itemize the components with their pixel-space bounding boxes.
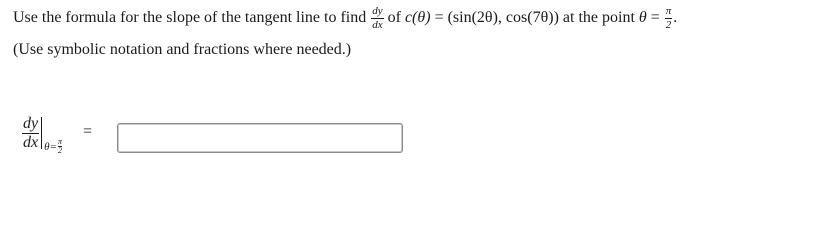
answer-derivative-fraction	[22, 116, 39, 151]
curve-name: c(θ)	[404, 9, 431, 26]
subscript-fraction	[58, 138, 62, 155]
derivative-denominator: dx	[372, 18, 383, 31]
evaluation-bar	[41, 117, 42, 149]
answer-derivative-denominator: dx	[23, 134, 39, 151]
subscript-variable: θ=	[44, 140, 57, 153]
answer-row	[22, 116, 422, 160]
answer-input[interactable]	[117, 123, 403, 153]
evaluation-subscript	[44, 138, 62, 155]
subscript-numerator: π	[57, 137, 62, 146]
point-denominator: 2	[665, 18, 672, 31]
derivative-numerator: dy	[372, 4, 383, 17]
question-prefix: Use the formula for the slope of the tangent line to find	[13, 9, 367, 26]
point-numerator: π	[665, 4, 672, 17]
question-text	[13, 6, 677, 30]
of-text: of	[387, 9, 401, 26]
answer-equals: =	[83, 123, 93, 140]
derivative-fraction	[371, 6, 383, 31]
curve-definition: = (sin(2θ), cos(7θ)) at the point	[430, 9, 639, 26]
subscript-denominator: 2	[57, 146, 62, 155]
end-period: .	[673, 9, 678, 26]
answer-derivative-numerator: dy	[23, 115, 39, 132]
point-fraction	[665, 6, 673, 31]
theta-symbol: θ	[638, 9, 647, 26]
instruction-text: (Use symbolic notation and fractions where needed.)	[13, 41, 352, 58]
evaluated-derivative	[22, 116, 62, 155]
point-equals: =	[646, 9, 664, 26]
